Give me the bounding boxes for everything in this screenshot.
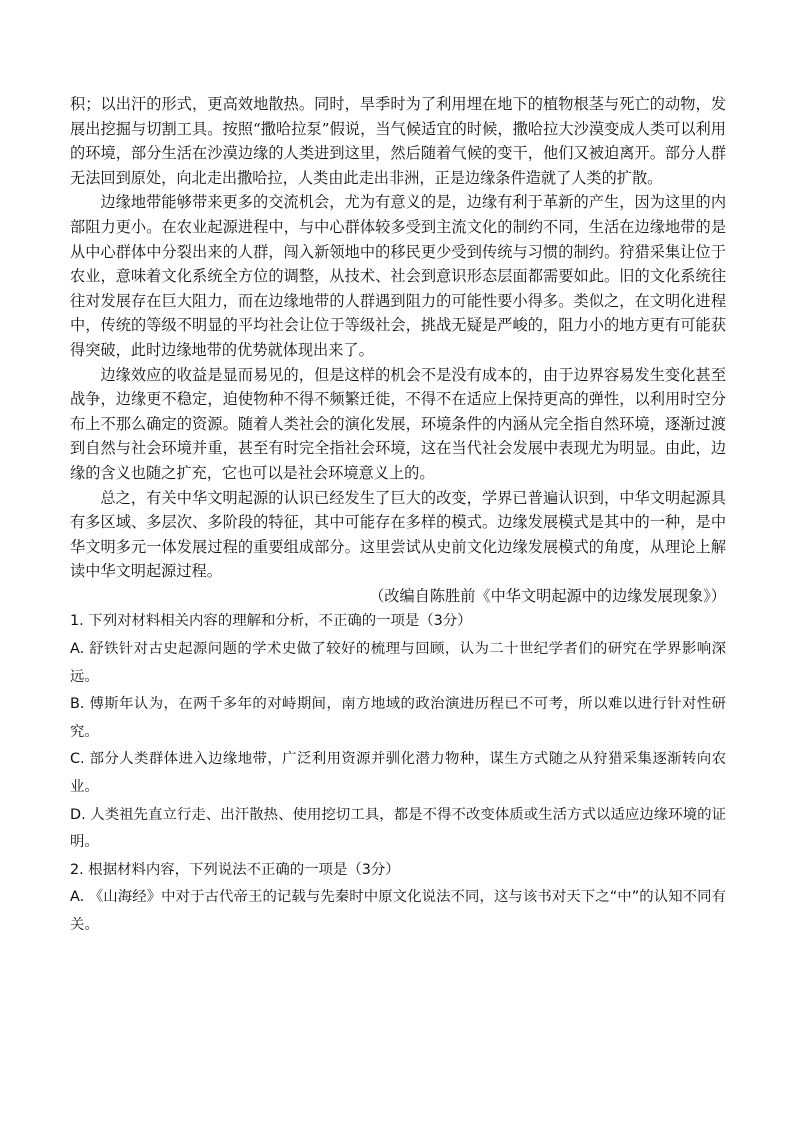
passage-paragraph-4: 总之，有关中华文明起源的认识已经发生了巨大的改变，学界已普遍认识到，中华文明起源具有多区域、多层次、多阶段的特征，其中可能存在多样的模式。边缘发展模式是其中的一种，是中华文明多元一体发展过程的重要组成部分。这里尝试从史前文化边缘发展模式的角度，从理论上解读中华文明起源过程。 bbox=[70, 488, 726, 581]
question-1-stem: 1. 下列对材料相关内容的理解和分析，不正确的一项是（3分） bbox=[70, 613, 472, 630]
question-1-option-c: C. 部分人类群体进入边缘地带，广泛利用资源并驯化潜力物种，谋生方式随之从狩猎采集逐渐转向农业。 bbox=[70, 751, 726, 796]
question-2-stem: 2. 根据材料内容，下列说法不正确的一项是（3分） bbox=[70, 861, 400, 878]
passage-paragraph-2: 边缘地带能够带来更多的交流机会，尤为有意义的是，边缘有利于革新的产生，因为这里的内部阻力更小。在农业起源进程中，与中心群体较多受到主流文化的制约不同，生活在边缘地带的是从中心群体中分裂出来的人群，闯入新领地中的移民更少受到传统与习惯的制约。狩猎采集让位于农业，意味着文化系统全方位的调整，从技术、社会到意识形态层面都需要如此。旧的文化系统往往对发展存在巨大阻力，而在边缘地带的人群遇到阻力的可能性要小得多。类似之，在文明化进程中，传统的等级不明显的平均社会让位于等级社会，挑战无疑是严峻的，阻力小的地方更有可能获得突破，此时边缘地带的优势就体现出来了。 bbox=[70, 193, 726, 359]
question-1 bbox=[70, 608, 726, 856]
passage-source: （改编自陈胜前《中华文明起源中的边缘发展现象》） bbox=[369, 586, 726, 605]
question-1-option-b: B. 傅斯年认为，在两千多年的对峙期间，南方地域的政治演进历程已不可考，所以难以进行针对性研究。 bbox=[70, 696, 726, 740]
question-1-option-a: A. 舒铁针对古史起源问题的学术史做了较好的梳理与回顾，认为二十世纪学者们的研究在学界影响深远。 bbox=[70, 641, 726, 685]
question-1-option-d: D. 人类祖先直立行走、出汗散热、使用挖切工具，都是不得不改变体质或生活方式以适应边缘环境的证明。 bbox=[70, 806, 726, 851]
question-2 bbox=[70, 857, 726, 940]
question-2-option-a: A. 《山海经》中对于古代帝王的记载与先秦时中原文化说法不同，这与该书对天下之“中”的认知不同有关。 bbox=[70, 889, 726, 933]
passage-paragraph-3: 边缘效应的收益是显而易见的，但是这样的机会不是没有成本的，由于边界容易发生变化甚至战争，边缘更不稳定，迫使物种不得不频繁迁徙，不得不在适应上保持更高的弹性，以利用时空分布上不那么确定的资源。随着人类社会的演化发展，环境条件的内涵从完全指自然环境，逐渐过渡到自然与社会环境并重，甚至有时完全指社会环境，这在当代社会发展中表现尤为明显。由此，边缘的含义也随之扩充，它也可以是社会环境意义上的。 bbox=[70, 365, 726, 482]
passage-paragraph-1: 积；以出汗的形式，更高效地散热。同时，旱季时为了利用埋在地下的植物根茎与死亡的动物，发展出挖掘与切割工具。按照“撒哈拉泵”假说，当气候适宜的时候，撒哈拉大沙漠变成人类可以利用的环境，部分生活在沙漠边缘的人类进到这里，然后随着气候的变干，他们又被迫离开。部分人群无法回到原处，向北走出撒哈拉，人类由此走出非洲，正是边缘条件造就了人类的扩散。 bbox=[70, 95, 726, 187]
exam-page bbox=[70, 92, 726, 940]
